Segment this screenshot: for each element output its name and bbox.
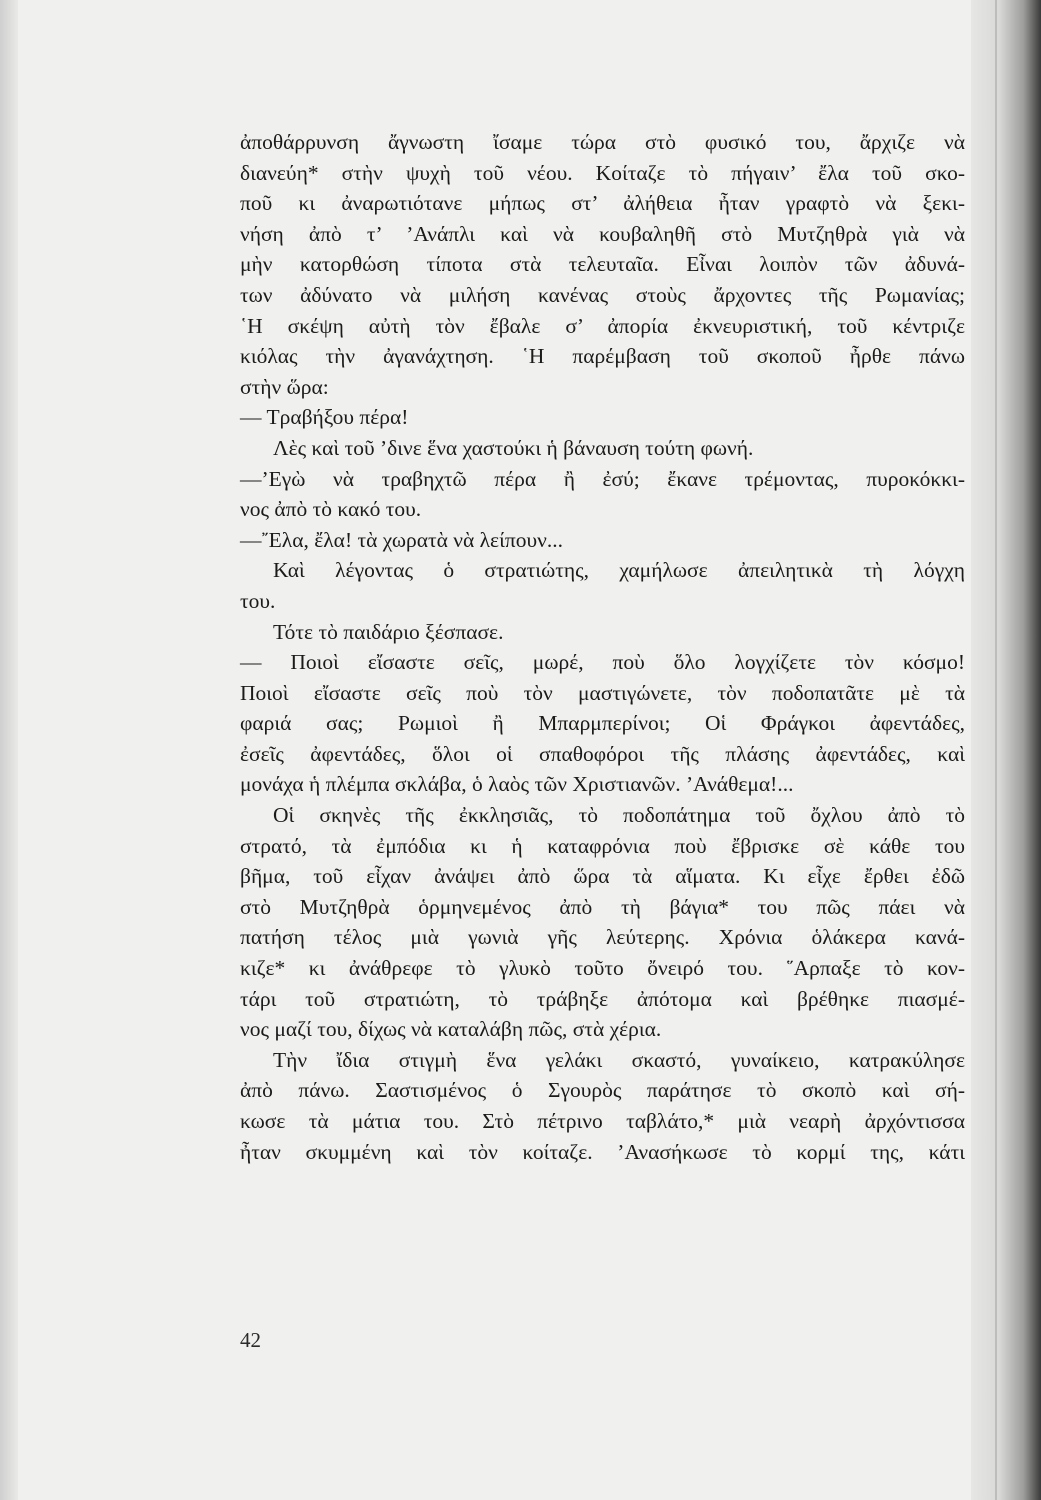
text-line: Οἱ σκηνὲς τῆς ἐκκλησιᾶς, τὸ ποδοπάτημα τοῦ ὄχλου ἀπὸ τὸ (273, 803, 965, 828)
text-line: των ἀδύνατο νὰ μιλήση κανένας στοὺς ἄρχοντες τῆς Ρωμανίας; (240, 282, 965, 307)
page-left-edge (0, 0, 18, 1500)
text-line: ἐσεῖς ἀφεντάδες, ὅλοι οἱ σπαθοφόροι τῆς πλάσης ἀφεντάδες, καὶ (240, 741, 965, 766)
dialogue-line: — Τραβήξου πέρα! (240, 405, 409, 430)
text-line: Τότε τὸ παιδάριο ξέσπασε. (273, 619, 504, 644)
text-line: κωσε τὰ μάτια του. Στὸ πέτρινο ταβλάτο,* μιὰ νεαρὴ ἀρχόντισσα (240, 1109, 965, 1133)
dialogue-line: —’Εγὼ νὰ τραβηχτῶ πέρα ἢ ἐσύ; ἔκανε τρέμοντας, πυροκόκκι- (240, 466, 965, 491)
text-line: τάρι τοῦ στρατιώτη, τὸ τράβηξε ἀπότομα καὶ βρέθηκε πιασμέ- (240, 986, 965, 1011)
text-line: κιζε* κι ἀνάθρεφε τὸ γλυκὸ τοῦτο ὄνειρό του. ῞Αρπαξε τὸ κον- (240, 956, 965, 981)
body-text (240, 127, 965, 1167)
text-line: διανεύη* στὴν ψυχὴ τοῦ νέου. Κοίταζε τὸ πήγαιν’ ἔλα τοῦ σκο- (240, 160, 965, 185)
text-line: ῾Η σκέψη αὐτὴ τὸν ἔβαλε σ’ ἀπορία ἐκνευριστική, τοῦ κέντριζε (240, 313, 965, 338)
text-line: Ποιοὶ εἴσαστε σεῖς ποὺ τὸν μαστιγώνετε, τὸν ποδοπατᾶτε μὲ τὰ (240, 680, 965, 705)
text-line: του. (240, 588, 276, 613)
text-line: ἦταν σκυμμένη καὶ τὸν κοίταζε. ’Ανασήκωσε τὸ κορμί της, κάτι (240, 1139, 965, 1164)
text-line: ἀπὸ πάνω. Σαστισμένος ὁ Σγουρὸς παράτησε τὸ σκοπὸ καὶ σή- (240, 1078, 965, 1103)
text-line: πατήση τέλος μιὰ γωνιὰ γῆς λεύτερης. Χρόνια ὁλάκερα κανά- (240, 925, 965, 950)
text-line: μονάχα ἡ πλέμπα σκλάβα, ὁ λαὸς τῶν Χριστιανῶν. ’Ανάθεμα!... (240, 772, 794, 797)
text-line: Καὶ λέγοντας ὁ στρατιώτης, χαμήλωσε ἀπειλητικὰ τὴ λόγχη (273, 558, 965, 583)
text-line: στὴν ὥρα: (240, 374, 329, 399)
dialogue-line: —῎Ελα, ἔλα! τὰ χωρατὰ νὰ λείπουν... (240, 527, 563, 552)
page-number: 42 (240, 1328, 261, 1352)
text-line: βῆμα, τοῦ εἶχαν ἀνάψει ἀπὸ ὥρα τὰ αἵματα. Κι εἶχε ἔρθει ἐδῶ (240, 864, 965, 889)
book-spine-edge (971, 0, 1041, 1500)
text-line: ἀποθάρρυνση ἄγνωστη ἴσαμε τώρα στὸ φυσικό του, ἄρχιζε νὰ (240, 130, 965, 154)
text-line: στρατό, τὰ ἐμπόδια κι ἡ καταφρόνια ποὺ ἔβρισκε σὲ κάθε του (240, 833, 965, 858)
text-line: στὸ Μυτζηθρὰ ὁρμηνεμένος ἀπὸ τὴ βάγια* του πῶς πάει νὰ (240, 894, 965, 919)
text-line: νήση ἀπὸ τ’ ’Ανάπλι καὶ νὰ κουβαληθῆ στὸ Μυτζηθρὰ γιὰ νὰ (240, 221, 965, 246)
text-line: νος ἀπὸ τὸ κακό του. (240, 497, 422, 522)
text-line: νος μαζί του, δίχως νὰ καταλάβη πῶς, στὰ χέρια. (240, 1017, 662, 1042)
text-line: κιόλας τὴν ἀγανάχτηση. ῾Η παρέμβαση τοῦ σκοποῦ ἦρθε πάνω (240, 344, 965, 369)
text-line: Τὴν ἴδια στιγμὴ ἕνα γελάκι σκαστό, γυναίκειο, κατρακύλησε (273, 1047, 965, 1072)
text-line: Λὲς καὶ τοῦ ’δινε ἕνα χαστούκι ἡ βάναυση τούτη φωνή. (273, 435, 754, 460)
text-line: μὴν κατορθώση τίποτα στὰ τελευταῖα. Εἶναι λοιπὸν τῶν ἀδυνά- (240, 252, 965, 277)
text-line: ποῦ κι ἀναρωτιότανε μήπως στ’ ἀλήθεια ἦταν γραφτὸ νὰ ξεκι- (240, 191, 965, 216)
text-line: φαριά σας; Ρωμιοὶ ἢ Μπαρμπερίνοι; Οἱ Φράγκοι ἀφεντάδες, (240, 711, 965, 736)
dialogue-line: — Ποιοὶ εἴσαστε σεῖς, μωρέ, ποὺ ὅλο λογχίζετε τὸν κόσμο! (240, 650, 965, 675)
page-fold-line (995, 0, 997, 1500)
